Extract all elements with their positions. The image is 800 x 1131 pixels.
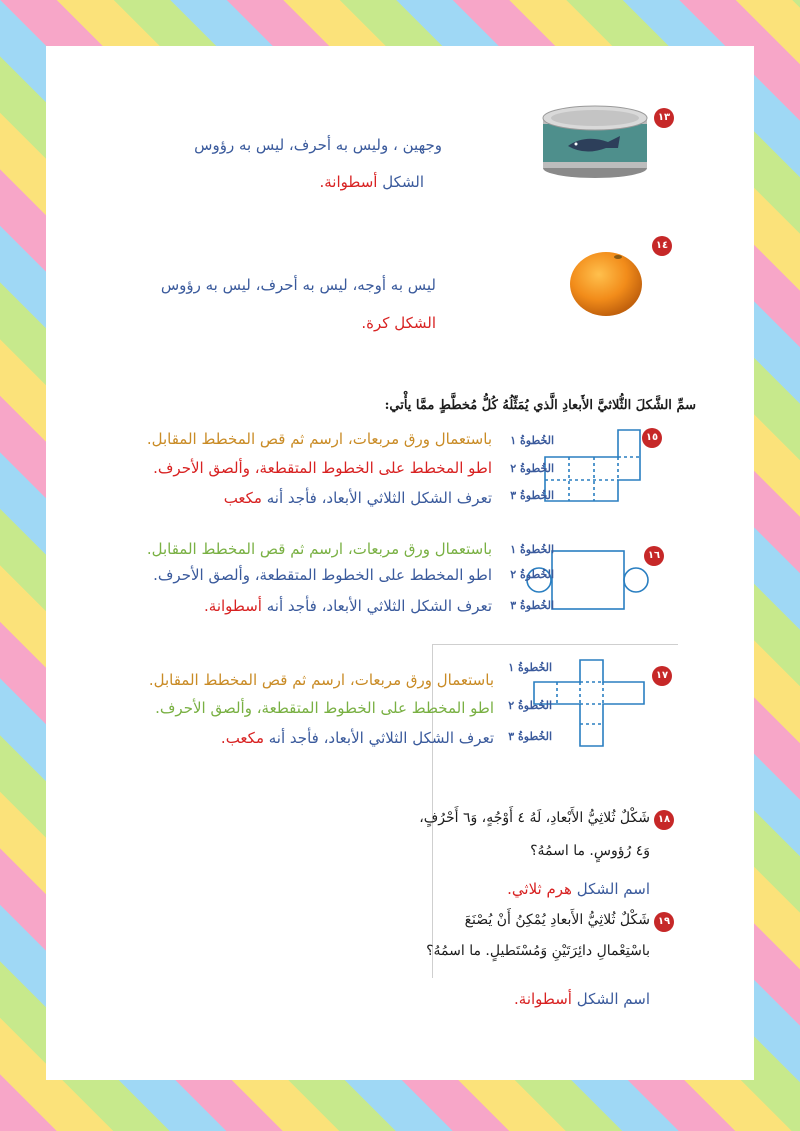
q14-description: ليس به أوجه، ليس به أحرف، ليس به رؤوس	[160, 276, 436, 294]
q16-step2-label: الخُطوةُ ٢	[510, 568, 554, 581]
q13-description: وجهين ، وليس به أحرف، ليس به رؤوس	[194, 136, 442, 154]
q14-answer-prefix: الشكل	[394, 314, 436, 332]
q18-answer-line	[507, 880, 650, 898]
q16-step1-text: باستعمال ورق مربعات، ارسم ثم قص المخطط المقابل.	[146, 540, 492, 558]
q16-step3-label: الخُطوةُ ٣	[510, 599, 554, 612]
question-number-badge: ١٧	[652, 666, 672, 686]
q19-answer-line	[514, 990, 650, 1008]
cube-net-diagram	[544, 427, 644, 517]
q17-step1-label: الخُطوةُ ١	[508, 661, 552, 674]
q14-answer-line	[361, 314, 436, 332]
q15-step3-line	[224, 489, 492, 507]
q17-step2-label: الخُطوةُ ٢	[508, 699, 552, 712]
q15-step2-text: اطو المخطط على الخطوط المتقطعة، وألصق الأحرف.	[153, 459, 492, 477]
worksheet-page	[46, 46, 754, 1080]
q16-answer: أسطوانة.	[204, 597, 262, 615]
q16-step1-label: الخُطوةُ ١	[510, 543, 554, 556]
q17-step3-line	[221, 729, 494, 747]
q14-answer: كرة.	[361, 314, 390, 332]
question-number-badge: ١٤	[652, 236, 672, 256]
orange-image	[566, 248, 646, 318]
section-instruction: سمِّ الشَّكلَ الثُّلاثيَّ الأَبعادِ الَّذي يُمَثِّلُهُ كُلُّ مُخطَّطٍ ممَّا يأْتي:	[384, 398, 696, 413]
q18-text-line1: شَكْلٌ ثُلاثِيُّ الأَبْعادِ، لَهُ ٤ أَوْجُهٍ، وَ٦ أَحْرُفٍ،	[419, 810, 650, 826]
q18-answer: هرم ثلاثي.	[507, 880, 572, 898]
q17-answer: مكعب.	[220, 729, 264, 747]
q13-answer-prefix: الشكل	[382, 173, 424, 191]
q19-answer-prefix: اسم الشكل	[576, 990, 650, 1008]
tuna-can-image	[540, 102, 650, 180]
q16-step2-text: اطو المخطط على الخطوط المتقطعة، وألصق الأحرف.	[153, 566, 492, 584]
q17-step2-text: اطو المخطط على الخطوط المتقطعة، وألصق الأحرف.	[155, 699, 494, 717]
q13-answer: أسطوانة.	[319, 173, 378, 191]
q15-step1-label: الخُطوةُ ١	[510, 434, 554, 447]
q16-step3-line	[204, 597, 492, 615]
q15-step3-label: الخُطوةُ ٣	[510, 489, 554, 502]
q13-answer-line	[320, 173, 425, 191]
q16-step3-text: تعرف الشكل الثلاثي الأبعاد، فأجد أنه	[266, 597, 492, 615]
q15-step3-text: تعرف الشكل الثلاثي الأبعاد، فأجد أنه	[266, 489, 492, 507]
q15-step2-label: الخُطوةُ ٢	[510, 462, 554, 475]
q19-text-line2: باسْتِعْمالِ دائِرَتَيْنِ وَمُسْتَطيلٍ. ما اسمُهُ؟	[426, 943, 650, 959]
q19-answer: أسطوانة.	[514, 990, 572, 1008]
question-number-badge: ١٣	[654, 108, 674, 128]
section-divider	[432, 644, 678, 645]
q18-text-line2: وَ٤ رُؤوسٍ. ما اسمُهُ؟	[530, 843, 650, 859]
q19-text-line1: شَكْلٌ ثُلاثِيُّ الأَبعادِ يُمْكِنُ أَنْ يُصْنَعَ	[464, 912, 650, 928]
q18-answer-prefix: اسم الشكل	[576, 880, 650, 898]
q17-step3-text: تعرف الشكل الثلاثي الأبعاد، فأجد أنه	[268, 729, 494, 747]
q17-step3-label: الخُطوةُ ٣	[508, 730, 552, 743]
q15-step1-text: باستعمال ورق مربعات، ارسم ثم قص المخطط المقابل.	[146, 430, 492, 448]
question-number-badge: ١٨	[654, 810, 674, 830]
question-number-badge: ١٦	[644, 546, 664, 566]
q15-answer: مكعب	[223, 489, 262, 507]
question-number-badge: ١٥	[642, 428, 662, 448]
q17-step1-text: باستعمال ورق مربعات، ارسم ثم قص المخطط المقابل.	[148, 671, 494, 689]
question-number-badge: ١٩	[654, 912, 674, 932]
